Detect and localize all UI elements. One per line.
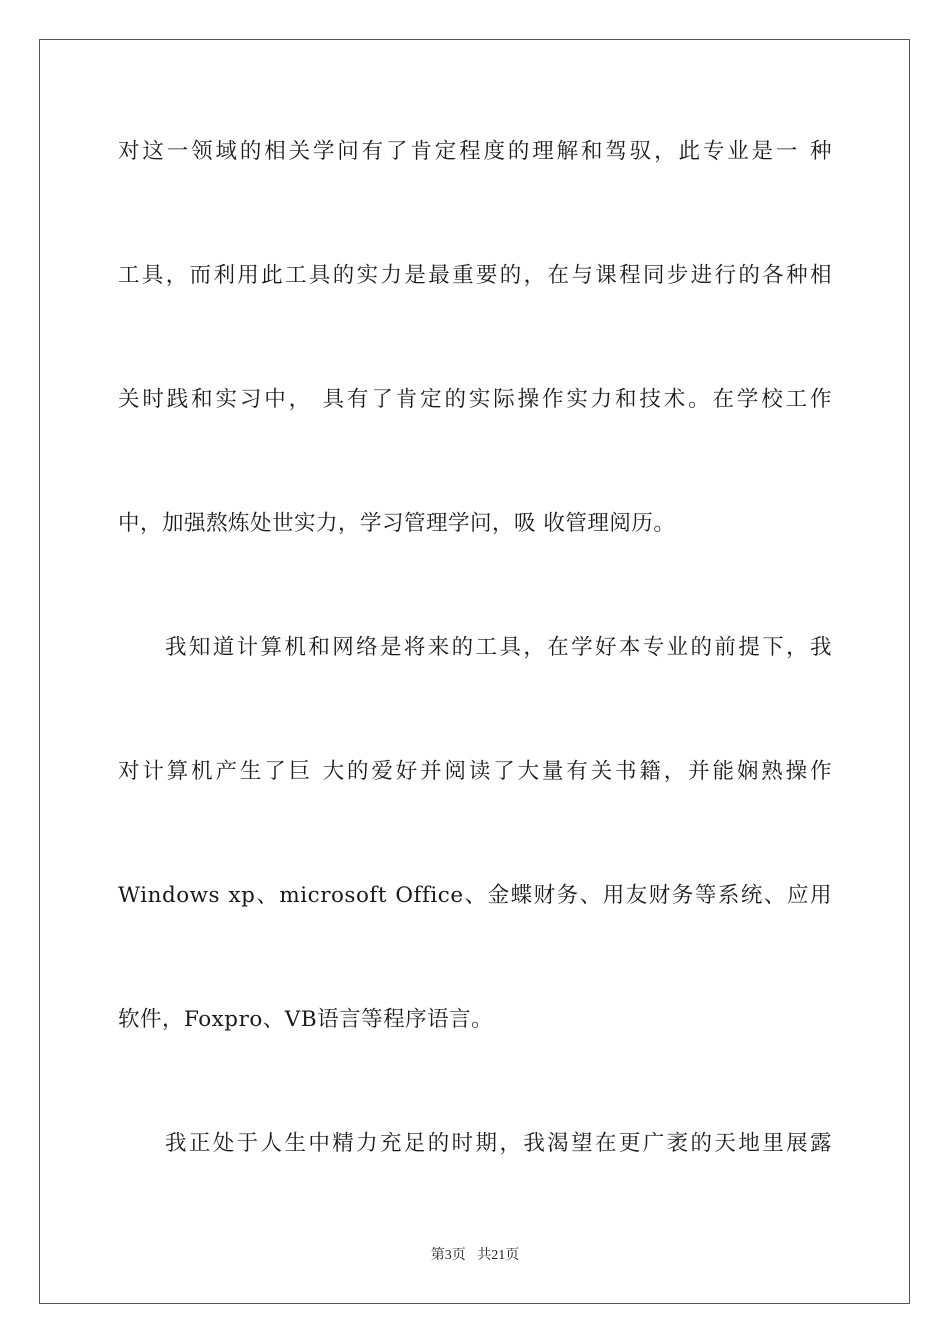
page-footer	[0, 1247, 950, 1265]
paragraph-line: 工具，而利用此工具的实力是最重要的，在与课程同步进行的各种相	[118, 263, 832, 288]
paragraph-line: 关时践和实习中， 具有了肯定的实际操作实力和技术。在学校工作	[118, 387, 832, 412]
page-number-current: 第3页	[430, 1248, 466, 1263]
paragraph-line: Windows xp、microsoft Office、金蝶财务、用友财务等系统、应用	[118, 883, 832, 908]
paragraph-line: 对计算机产生了巨 大的爱好并阅读了大量有关书籍，并能娴熟操作	[118, 759, 832, 784]
paragraph-line: 中，加强熬炼处世实力，学习管理学问，吸 收管理阅历。	[118, 511, 676, 536]
paragraph-line: 我知道计算机和网络是将来的工具，在学好本专业的前提下，我	[165, 635, 832, 660]
paragraph-line: 对这一领域的相关学问有了肯定程度的理解和驾驭，此专业是一 种	[118, 139, 832, 164]
page-border	[39, 39, 910, 1304]
page-number-total: 共21页	[477, 1248, 520, 1263]
paragraph-line: 我正处于人生中精力充足的时期，我渴望在更广袤的天地里展露	[165, 1131, 832, 1156]
paragraph-line: 软件，Foxpro、VB语言等程序语言。	[118, 1007, 494, 1032]
